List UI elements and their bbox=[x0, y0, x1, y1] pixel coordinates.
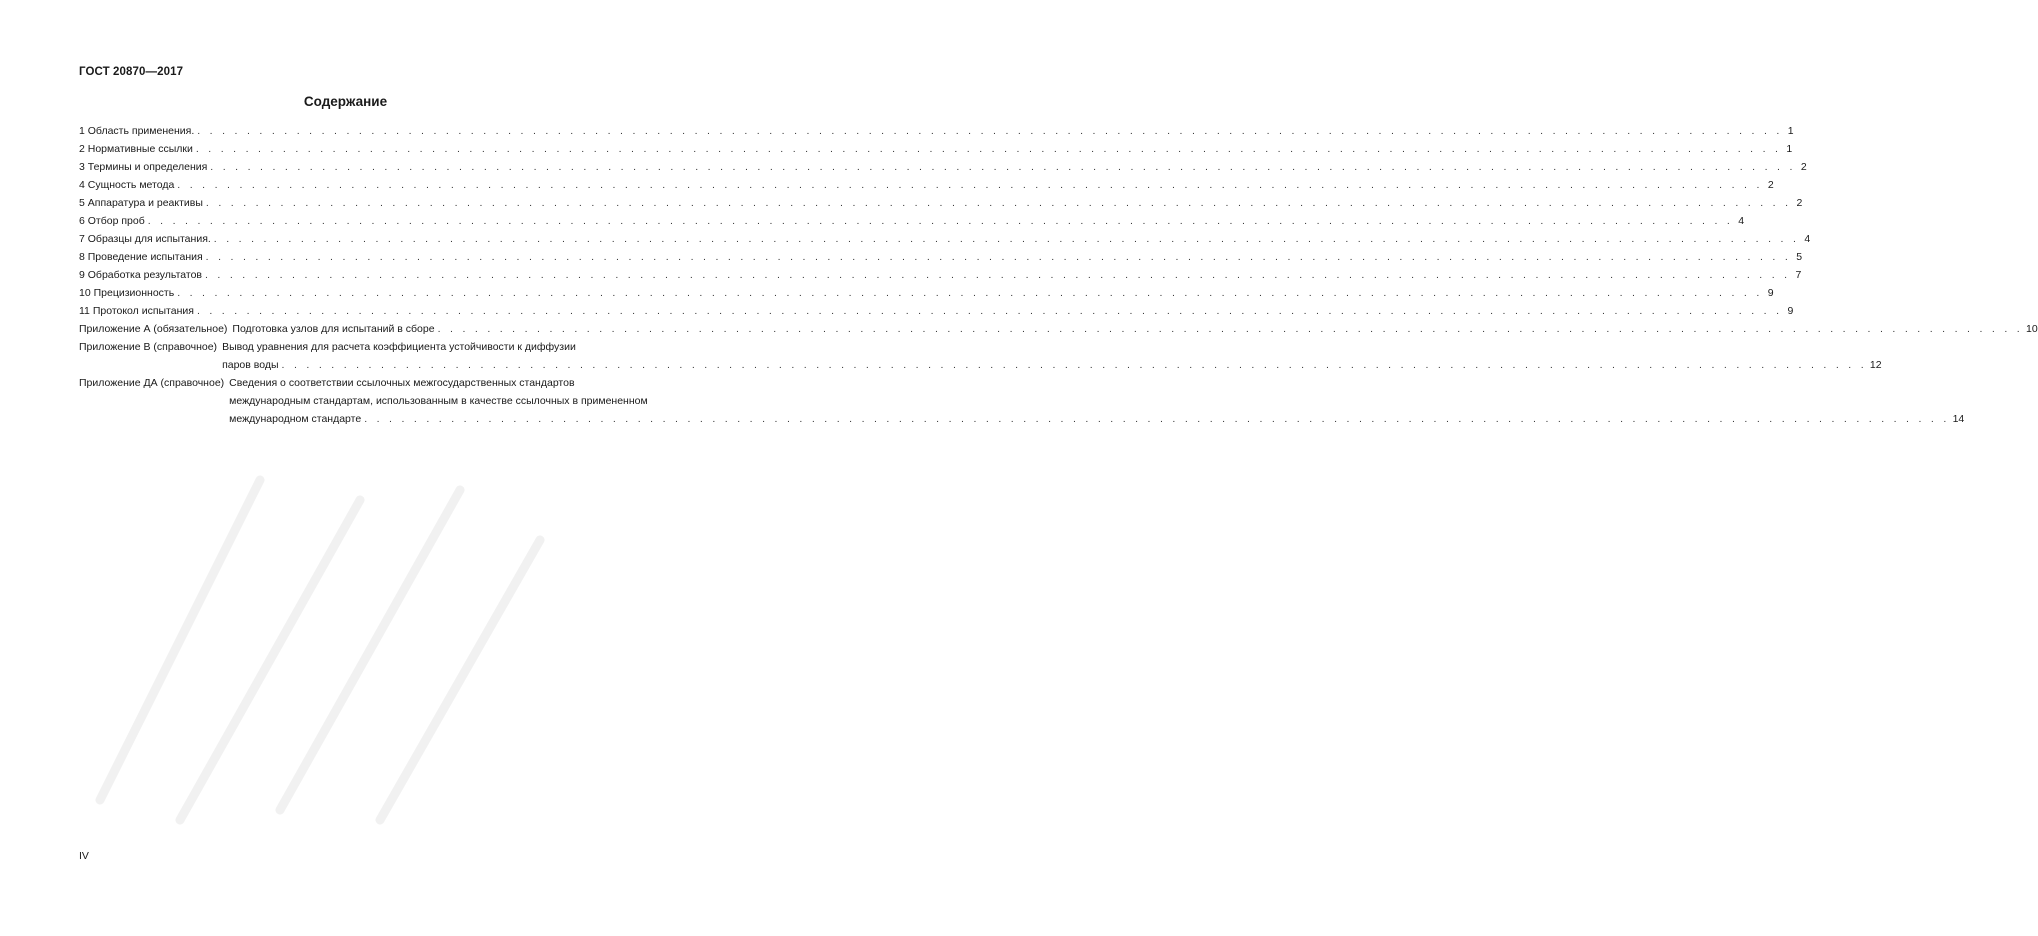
annex-prefix: Приложение ДА (справочное) bbox=[79, 377, 225, 389]
toc-entry-label: 3 Термины и определения bbox=[79, 161, 208, 173]
annex-title: паров воды bbox=[222, 359, 279, 371]
toc-entry-page: 1 bbox=[1786, 143, 1793, 155]
toc-entry[interactable] bbox=[79, 266, 1802, 284]
toc-entry-label: 8 Проведение испытания bbox=[79, 251, 203, 263]
toc-annex-da[interactable] bbox=[79, 374, 1965, 428]
toc-entry[interactable] bbox=[79, 212, 1745, 230]
toc-entry-label: 10 Прецизионность bbox=[79, 287, 175, 299]
dot-leader bbox=[148, 212, 1733, 230]
toc-entry[interactable] bbox=[79, 176, 1774, 194]
dot-leader bbox=[206, 194, 1791, 212]
toc-entry[interactable] bbox=[79, 230, 1811, 248]
dot-leader bbox=[364, 410, 1949, 428]
toc-entry[interactable] bbox=[79, 284, 1774, 302]
annex-line bbox=[222, 356, 1882, 374]
toc-entry-page: 4 bbox=[1738, 215, 1745, 227]
dot-leader bbox=[197, 122, 1782, 140]
toc-annex-b[interactable] bbox=[79, 338, 1882, 374]
toc-entry-page: 9 bbox=[1767, 287, 1774, 299]
dot-leader bbox=[177, 284, 1762, 302]
dot-leader bbox=[210, 158, 1795, 176]
toc-entry[interactable] bbox=[79, 302, 1794, 320]
dot-leader bbox=[205, 266, 1790, 284]
dot-leader bbox=[214, 230, 1799, 248]
toc-entry-page: 5 bbox=[1796, 251, 1803, 263]
toc-entry-page: 14 bbox=[1952, 413, 1965, 425]
page-number: IV bbox=[79, 850, 89, 862]
annex-body bbox=[217, 338, 1882, 374]
toc-entry-label: 1 Область применения. bbox=[79, 125, 195, 137]
toc-entry-page: 7 bbox=[1795, 269, 1802, 281]
toc-entry-page: 9 bbox=[1787, 305, 1794, 317]
toc-entry-page: 12 bbox=[1869, 359, 1882, 371]
toc-entry-page: 10 bbox=[2025, 323, 2038, 335]
toc-entry[interactable] bbox=[79, 194, 1803, 212]
annex-body bbox=[227, 320, 2037, 338]
toc-entry[interactable] bbox=[79, 140, 1793, 158]
table-of-contents bbox=[79, 122, 2038, 428]
annex-body bbox=[224, 374, 1964, 428]
dot-leader bbox=[197, 302, 1782, 320]
watermark-graphic bbox=[60, 420, 580, 840]
toc-entry[interactable] bbox=[79, 158, 1807, 176]
toc-entry-label: 9 Обработка результатов bbox=[79, 269, 202, 281]
toc-entry-page: 2 bbox=[1767, 179, 1774, 191]
annex-title: международным стандартам, использованным в качестве ссылочных в примененном bbox=[229, 395, 648, 407]
annex-title: Сведения о соответствии ссылочных межгосударственных стандартов bbox=[229, 377, 575, 389]
annex-prefix: Приложение В (справочное) bbox=[79, 341, 218, 353]
toc-entry-page: 2 bbox=[1800, 161, 1807, 173]
toc-entry-page: 4 bbox=[1804, 233, 1811, 245]
toc-entry[interactable] bbox=[79, 122, 1794, 140]
annex-line bbox=[229, 374, 1964, 392]
page-title: Содержание bbox=[303, 94, 388, 109]
dot-leader bbox=[438, 320, 2023, 338]
toc-annex-a[interactable] bbox=[79, 320, 2038, 338]
annex-title: Вывод уравнения для расчета коэффициента устойчивости к диффузии bbox=[222, 341, 576, 353]
annex-line bbox=[229, 410, 1964, 428]
dot-leader bbox=[206, 248, 1791, 266]
toc-entry-page: 2 bbox=[1796, 197, 1803, 209]
toc-entry-label: 11 Протокол испытания bbox=[79, 305, 194, 317]
toc-entry-label: 5 Аппаратура и реактивы bbox=[79, 197, 203, 209]
annex-line bbox=[232, 320, 2037, 338]
toc-entry-page: 1 bbox=[1787, 125, 1794, 137]
toc-entry-label: 7 Образцы для испытания. bbox=[79, 233, 211, 245]
toc-entry[interactable] bbox=[79, 248, 1803, 266]
toc-entry-label: 2 Нормативные ссылки bbox=[79, 143, 193, 155]
annex-line bbox=[229, 392, 1964, 410]
annex-title: Подготовка узлов для испытаний в сборе bbox=[232, 323, 435, 335]
dot-leader bbox=[282, 356, 1867, 374]
annex-title: международном стандарте bbox=[229, 413, 362, 425]
toc-entry-label: 4 Сущность метода bbox=[79, 179, 175, 191]
standard-id: ГОСТ 20870—2017 bbox=[79, 66, 184, 78]
annex-line bbox=[222, 338, 1882, 356]
annex-prefix: Приложение А (обязательное) bbox=[79, 323, 228, 335]
dot-leader bbox=[196, 140, 1781, 158]
toc-entry-label: 6 Отбор проб bbox=[79, 215, 145, 227]
dot-leader bbox=[177, 176, 1762, 194]
